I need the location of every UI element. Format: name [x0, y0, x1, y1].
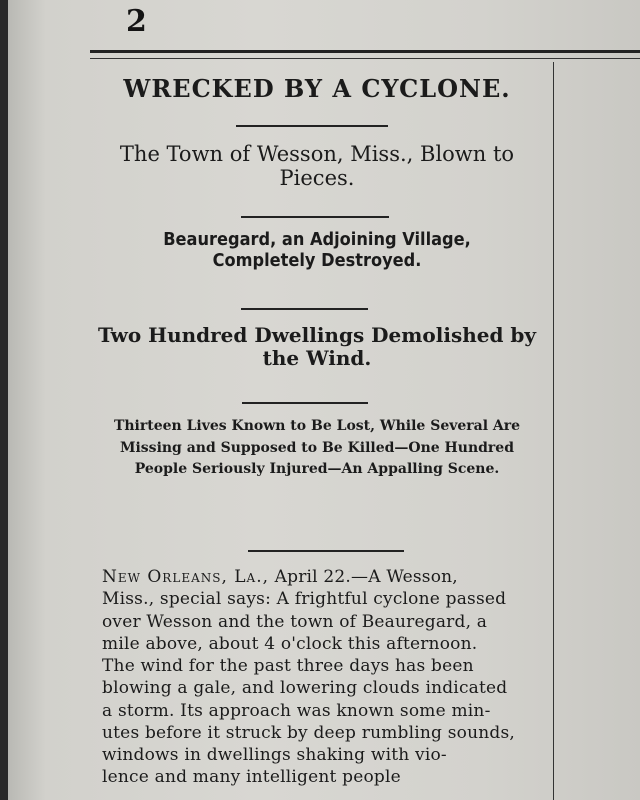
article-line: windows in dwellings shaking with vio- — [102, 745, 447, 766]
main-headline: WRECKED BY A CYCLONE. — [123, 74, 511, 103]
article-line: a storm. Its approach was known some min- — [102, 700, 491, 721]
masthead-rule-thick — [90, 50, 640, 53]
deck-rule — [241, 216, 389, 218]
page-number: 2 — [126, 4, 147, 39]
deck-beauregard: Beauregard, an Adjoining Village, Completely Destroyed. — [163, 229, 471, 271]
deck-rule — [241, 308, 368, 310]
article-line: Miss., special says: A frightful cyclone passed — [102, 589, 507, 610]
newspaper-page — [8, 0, 640, 800]
article-line: utes before it struck by deep rumbling sounds, — [102, 722, 515, 743]
deck-casualties: Thirteen Lives Known to Be Lost, While Several Are Missing and Supposed to Be Killed—One Hundred People Seriously Injured—An Appalling Scene. — [113, 418, 521, 478]
article-line: lence and many intelligent people — [102, 767, 401, 788]
dateline: New Orleans, La., — [102, 567, 270, 587]
deck-dwellings: Two Hundred Dwellings Demolished by the Wind. — [97, 323, 537, 370]
article-line: The wind for the past three days has been — [102, 656, 474, 677]
deck-wesson: The Town of Wesson, Miss., Blown to Pieces. — [119, 142, 515, 191]
article-line: New Orleans, La., April 22.—A Wesson, — [102, 567, 458, 587]
masthead-rule-thin — [90, 58, 640, 59]
article-body — [102, 566, 560, 789]
article-line: mile above, about 4 o'clock this afternoon. — [102, 633, 478, 654]
article-start-rule — [248, 550, 404, 552]
article-line: over Wesson and the town of Beauregard, a — [102, 611, 488, 632]
deck-rule — [242, 402, 368, 404]
article-line: blowing a gale, and lowering clouds indicated — [102, 678, 508, 699]
headline-rule — [236, 125, 388, 127]
